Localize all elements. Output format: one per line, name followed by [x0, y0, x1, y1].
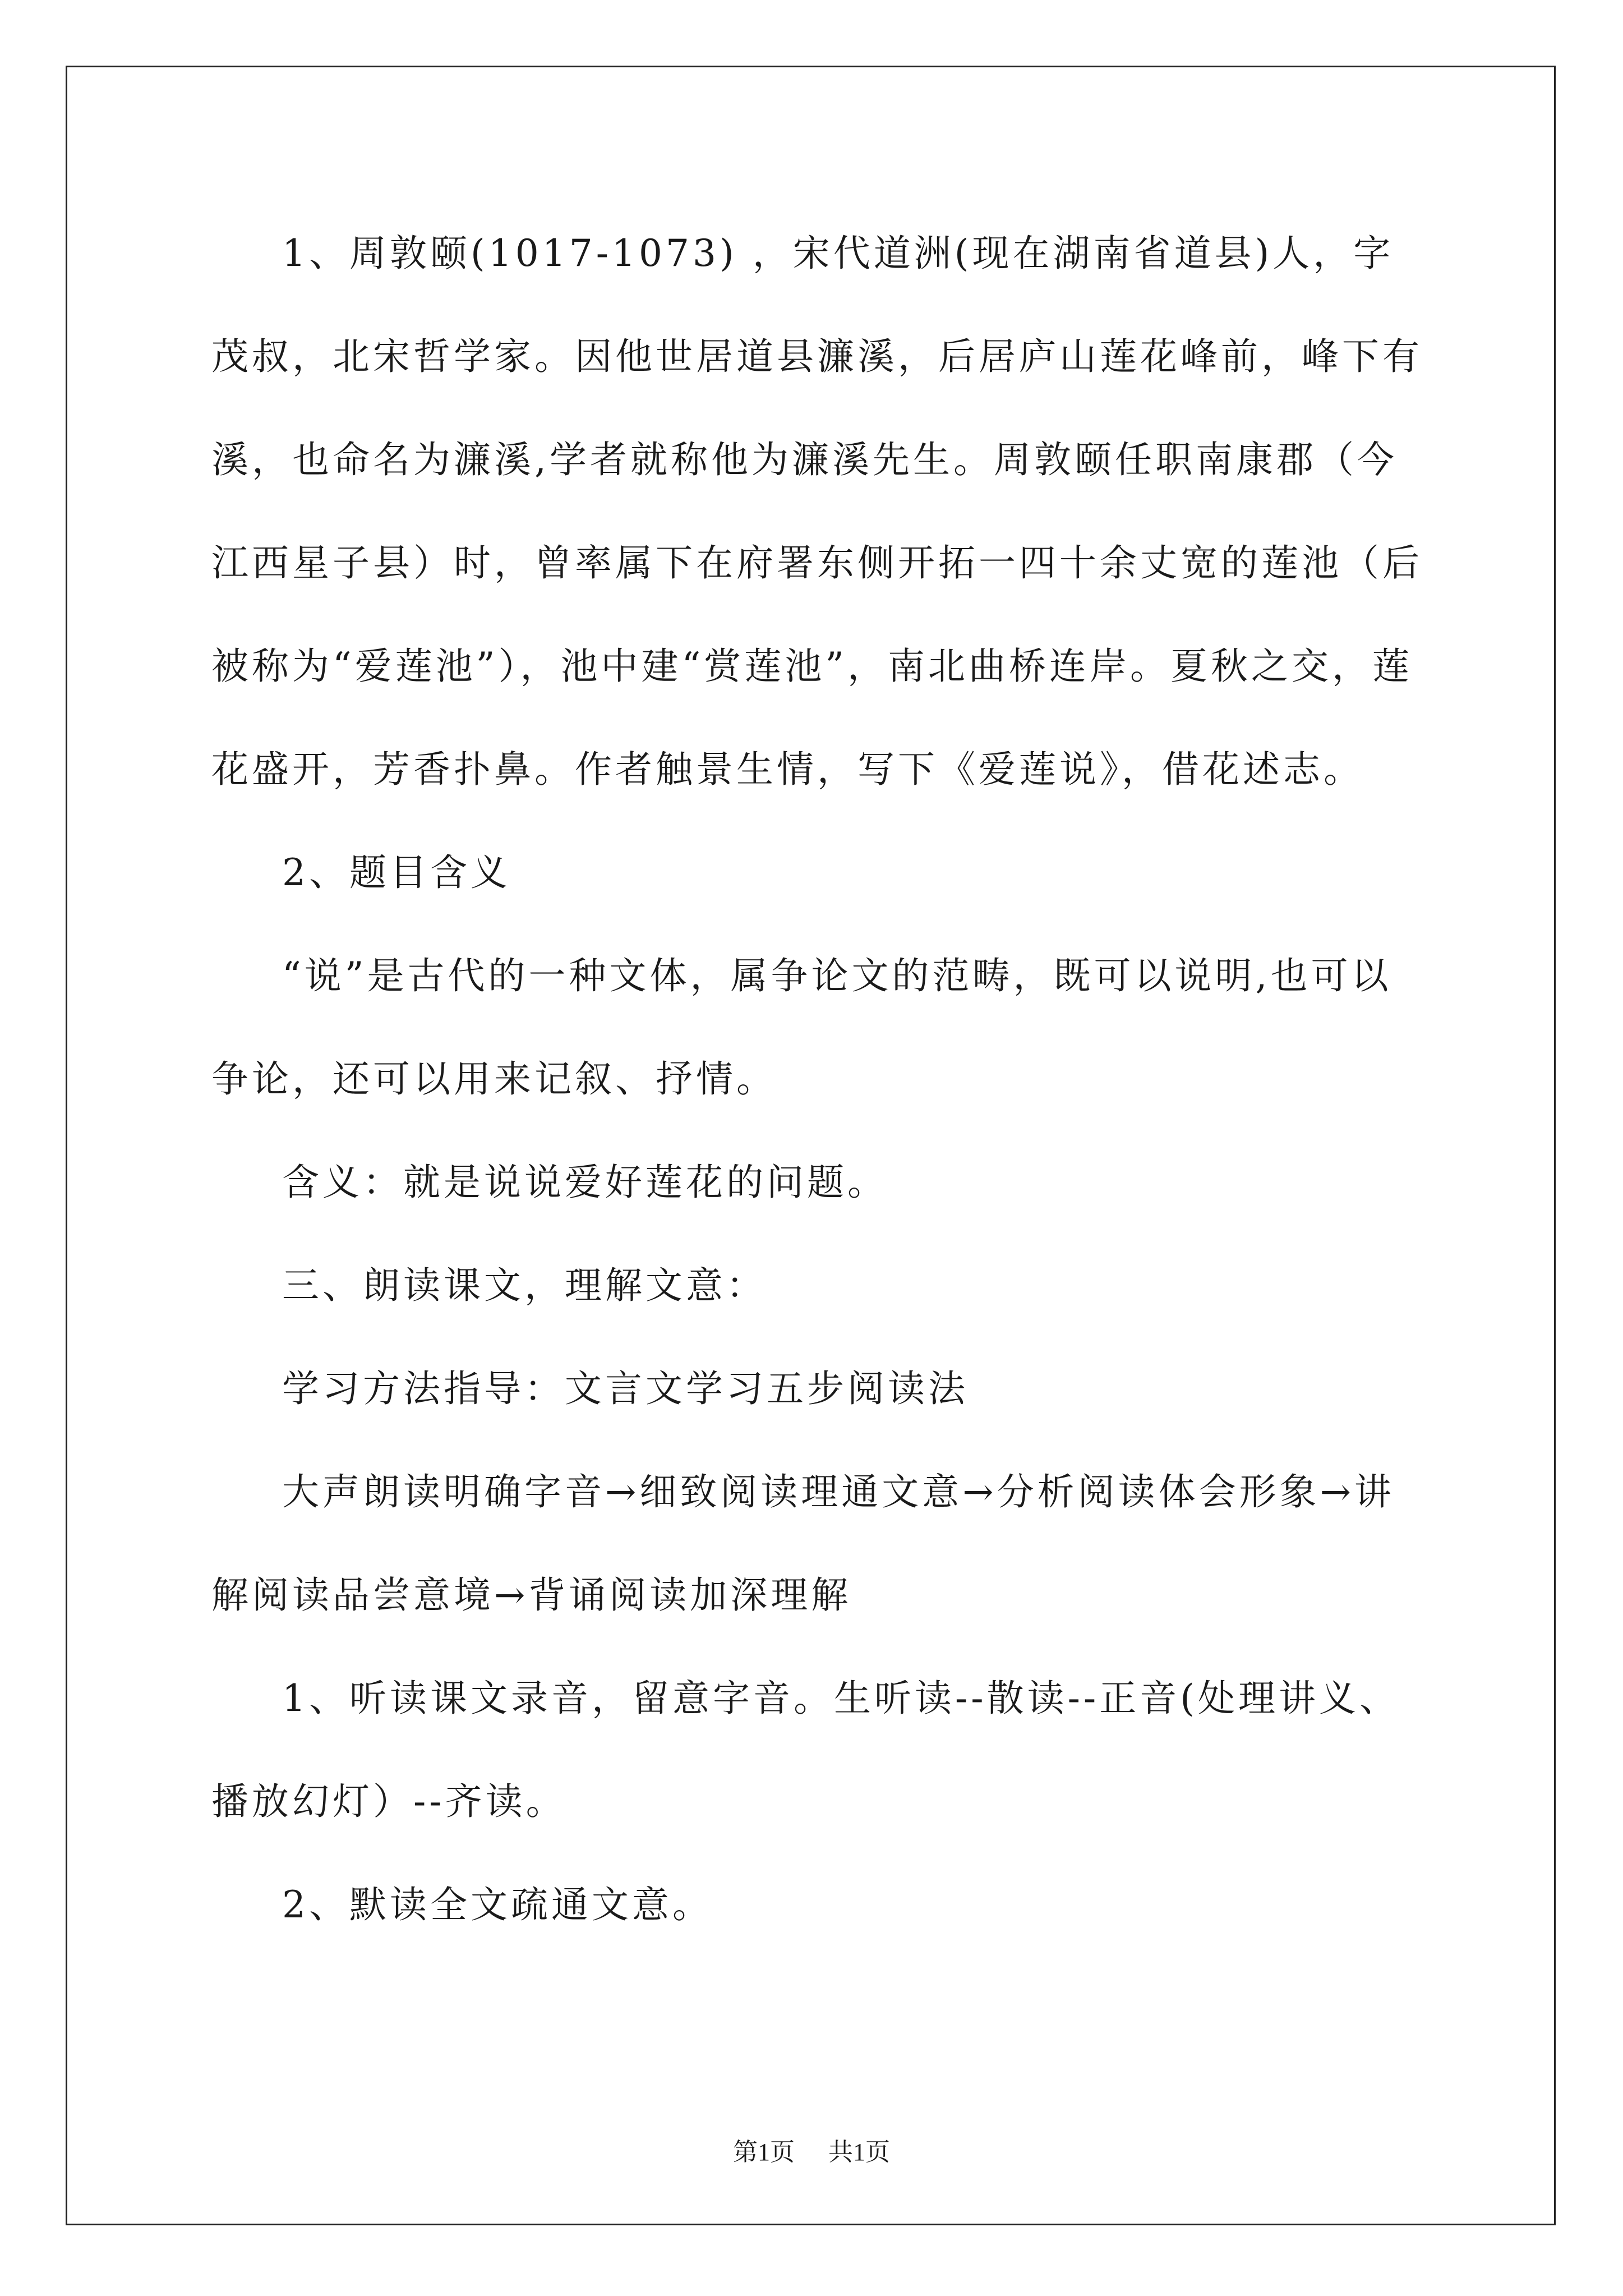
paragraph-step-listen: 1、听读课文录音，留意字音。生听读--散读--正音(处理讲义、播放幻灯）--齐读。: [211, 1677, 1400, 1823]
paragraph-shuo-genre: “说”是古代的一种文体，属争论文的范畴，既可以说明,也可以争论，还可以用来记叙、抒情。: [211, 954, 1392, 1101]
page-number-total: 共1页: [828, 2138, 890, 2166]
paragraph-author-intro: 1、周敦颐(1017-1073) ，宋代道洲(现在湖南省道县)人，字茂叔，北宋哲学家。因他世居道县濂溪，后居庐山莲花峰前，峰下有溪，也命名为濂溪,学者就称他为濂溪先生。周敦颐任职南康郡（今江西星子县）时，曾率属下在府署东侧开拓一四十余丈宽的莲池（后被称为“爱莲池”），池中建“赏莲池”，南北曲桥连岸。夏秋之交，莲花盛开，芳香扑鼻。作者触景生情，写下《爱莲说》，借花述志。: [211, 232, 1423, 791]
document-body: [211, 202, 1428, 1957]
paragraph-title-meaning-heading: 2、题目含义: [282, 851, 511, 894]
paragraph-method-guide: 学习方法指导：文言文学习五步阅读法: [282, 1367, 969, 1410]
paragraph-meaning: 含义：就是说说爱好莲花的问题。: [282, 1161, 888, 1204]
paragraph-section-three-heading: 三、朗读课文，理解文意：: [282, 1264, 767, 1307]
paragraph-five-steps: 大声朗读明确字音→细致阅读理通文意→分析阅读体会形象→讲解阅读品尝意境→背诵阅读加深理解: [211, 1470, 1395, 1617]
page-number-current: 第1页: [733, 2138, 795, 2166]
page-footer: [0, 2132, 1623, 2168]
paragraph-step-silent-read: 2、默读全文疏通文意。: [282, 1883, 713, 1926]
